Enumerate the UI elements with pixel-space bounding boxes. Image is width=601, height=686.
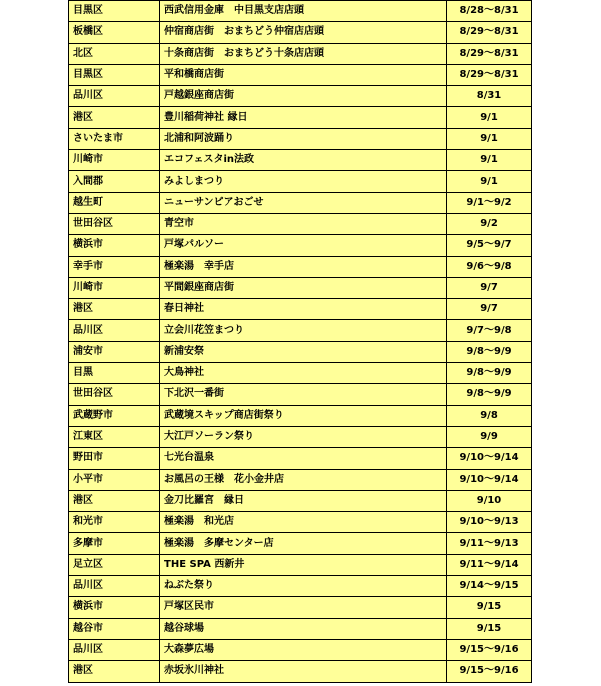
place-cell: ニューサンピアおごせ (160, 192, 447, 213)
table-row (69, 213, 532, 234)
date-cell: 9/7 (447, 277, 532, 298)
area-cell: 品川区 (69, 320, 160, 341)
place-cell: 春日神社 (160, 299, 447, 320)
table-row (69, 448, 532, 469)
date-cell: 8/28～8/31 (447, 1, 532, 22)
table-row (69, 533, 532, 554)
table-row (69, 22, 532, 43)
place-cell: 大江戸ソーラン祭り (160, 426, 447, 447)
date-cell: 9/14～9/15 (447, 576, 532, 597)
date-cell: 9/15 (447, 618, 532, 639)
area-cell: 目黒区 (69, 1, 160, 22)
place-cell: 武蔵境スキップ商店街祭り (160, 405, 447, 426)
place-cell: 仲宿商店街 おまちどう仲宿店店頭 (160, 22, 447, 43)
area-cell: 武蔵野市 (69, 405, 160, 426)
table-row (69, 576, 532, 597)
area-cell: 江東区 (69, 426, 160, 447)
area-cell: 板橋区 (69, 22, 160, 43)
place-cell: 戸塚区民市 (160, 597, 447, 618)
date-cell: 9/1 (447, 150, 532, 171)
place-cell: エコフェスタin法政 (160, 150, 447, 171)
table-row (69, 299, 532, 320)
place-cell: 極楽湯 和光店 (160, 512, 447, 533)
table-row (69, 171, 532, 192)
place-cell: 平和橋商店街 (160, 64, 447, 85)
place-cell: お風呂の王様 花小金井店 (160, 469, 447, 490)
table-row (69, 128, 532, 149)
date-cell: 9/7 (447, 299, 532, 320)
date-cell: 9/2 (447, 213, 532, 234)
area-cell: 目黒区 (69, 64, 160, 85)
table-row (69, 192, 532, 213)
place-cell: 金刀比羅宮 縁日 (160, 490, 447, 511)
table-row (69, 1, 532, 22)
event-rows (69, 1, 532, 683)
place-cell: みよしまつり (160, 171, 447, 192)
area-cell: 港区 (69, 107, 160, 128)
area-cell: 横浜市 (69, 597, 160, 618)
place-cell: 大鳥神社 (160, 363, 447, 384)
table-row (69, 490, 532, 511)
place-cell: 赤坂氷川神社 (160, 661, 447, 682)
table-row (69, 277, 532, 298)
table-row (69, 150, 532, 171)
table-row (69, 597, 532, 618)
area-cell: 幸手市 (69, 256, 160, 277)
place-cell: 新浦安祭 (160, 341, 447, 362)
date-cell: 9/1 (447, 128, 532, 149)
table-row (69, 320, 532, 341)
area-cell: 足立区 (69, 554, 160, 575)
date-cell: 9/15 (447, 597, 532, 618)
area-cell: 北区 (69, 43, 160, 64)
date-cell: 9/5～9/7 (447, 235, 532, 256)
table-row (69, 426, 532, 447)
table-row (69, 512, 532, 533)
place-cell: 西武信用金庫 中目黒支店店頭 (160, 1, 447, 22)
place-cell: 北浦和阿波踊り (160, 128, 447, 149)
place-cell: 立会川花笠まつり (160, 320, 447, 341)
date-cell: 9/8～9/9 (447, 384, 532, 405)
date-cell: 9/8 (447, 405, 532, 426)
table-row (69, 107, 532, 128)
area-cell: 多摩市 (69, 533, 160, 554)
date-cell: 9/1～9/2 (447, 192, 532, 213)
date-cell: 8/29～8/31 (447, 22, 532, 43)
table-row (69, 554, 532, 575)
date-cell: 9/10～9/14 (447, 469, 532, 490)
date-cell: 9/9 (447, 426, 532, 447)
area-cell: 世田谷区 (69, 384, 160, 405)
area-cell: さいたま市 (69, 128, 160, 149)
area-cell: 港区 (69, 299, 160, 320)
date-cell: 9/11～9/14 (447, 554, 532, 575)
place-cell: 極楽湯 多摩センター店 (160, 533, 447, 554)
area-cell: 品川区 (69, 86, 160, 107)
date-cell: 9/10 (447, 490, 532, 511)
area-cell: 小平市 (69, 469, 160, 490)
area-cell: 品川区 (69, 576, 160, 597)
place-cell: 青空市 (160, 213, 447, 234)
area-cell: 越生町 (69, 192, 160, 213)
table-row (69, 639, 532, 660)
place-cell: 越谷球場 (160, 618, 447, 639)
place-cell: 豊川稲荷神社 縁日 (160, 107, 447, 128)
event-schedule-sheet (68, 0, 532, 683)
place-cell: ねぶた祭り (160, 576, 447, 597)
table-row (69, 405, 532, 426)
place-cell: 戸越銀座商店街 (160, 86, 447, 107)
date-cell: 9/8～9/9 (447, 363, 532, 384)
date-cell: 9/8～9/9 (447, 341, 532, 362)
place-cell: 平間銀座商店街 (160, 277, 447, 298)
table-row (69, 235, 532, 256)
table-row (69, 469, 532, 490)
area-cell: 越谷市 (69, 618, 160, 639)
date-cell: 9/15～9/16 (447, 639, 532, 660)
table-row (69, 341, 532, 362)
area-cell: 港区 (69, 661, 160, 682)
area-cell: 品川区 (69, 639, 160, 660)
area-cell: 目黒 (69, 363, 160, 384)
table-row (69, 661, 532, 682)
date-cell: 8/29～8/31 (447, 64, 532, 85)
area-cell: 横浜市 (69, 235, 160, 256)
area-cell: 浦安市 (69, 341, 160, 362)
area-cell: 港区 (69, 490, 160, 511)
date-cell: 9/15～9/16 (447, 661, 532, 682)
table-row (69, 43, 532, 64)
place-cell: 十条商店街 おまちどう十条店店頭 (160, 43, 447, 64)
area-cell: 川崎市 (69, 150, 160, 171)
table-row (69, 618, 532, 639)
table-row (69, 363, 532, 384)
date-cell: 9/7～9/8 (447, 320, 532, 341)
date-cell: 9/1 (447, 107, 532, 128)
place-cell: 戸塚パルソー (160, 235, 447, 256)
date-cell: 9/11～9/13 (447, 533, 532, 554)
date-cell: 8/31 (447, 86, 532, 107)
place-cell: 極楽湯 幸手店 (160, 256, 447, 277)
area-cell: 世田谷区 (69, 213, 160, 234)
table-row (69, 86, 532, 107)
place-cell: 七光台温泉 (160, 448, 447, 469)
place-cell: 大森夢広場 (160, 639, 447, 660)
table-row (69, 384, 532, 405)
date-cell: 9/6～9/8 (447, 256, 532, 277)
date-cell: 8/29～8/31 (447, 43, 532, 64)
date-cell: 9/1 (447, 171, 532, 192)
table-row (69, 64, 532, 85)
table-row (69, 256, 532, 277)
event-schedule-table (68, 0, 532, 683)
area-cell: 野田市 (69, 448, 160, 469)
area-cell: 入間郡 (69, 171, 160, 192)
date-cell: 9/10～9/14 (447, 448, 532, 469)
area-cell: 和光市 (69, 512, 160, 533)
date-cell: 9/10～9/13 (447, 512, 532, 533)
place-cell: THE SPA 西新井 (160, 554, 447, 575)
place-cell: 下北沢一番街 (160, 384, 447, 405)
area-cell: 川崎市 (69, 277, 160, 298)
